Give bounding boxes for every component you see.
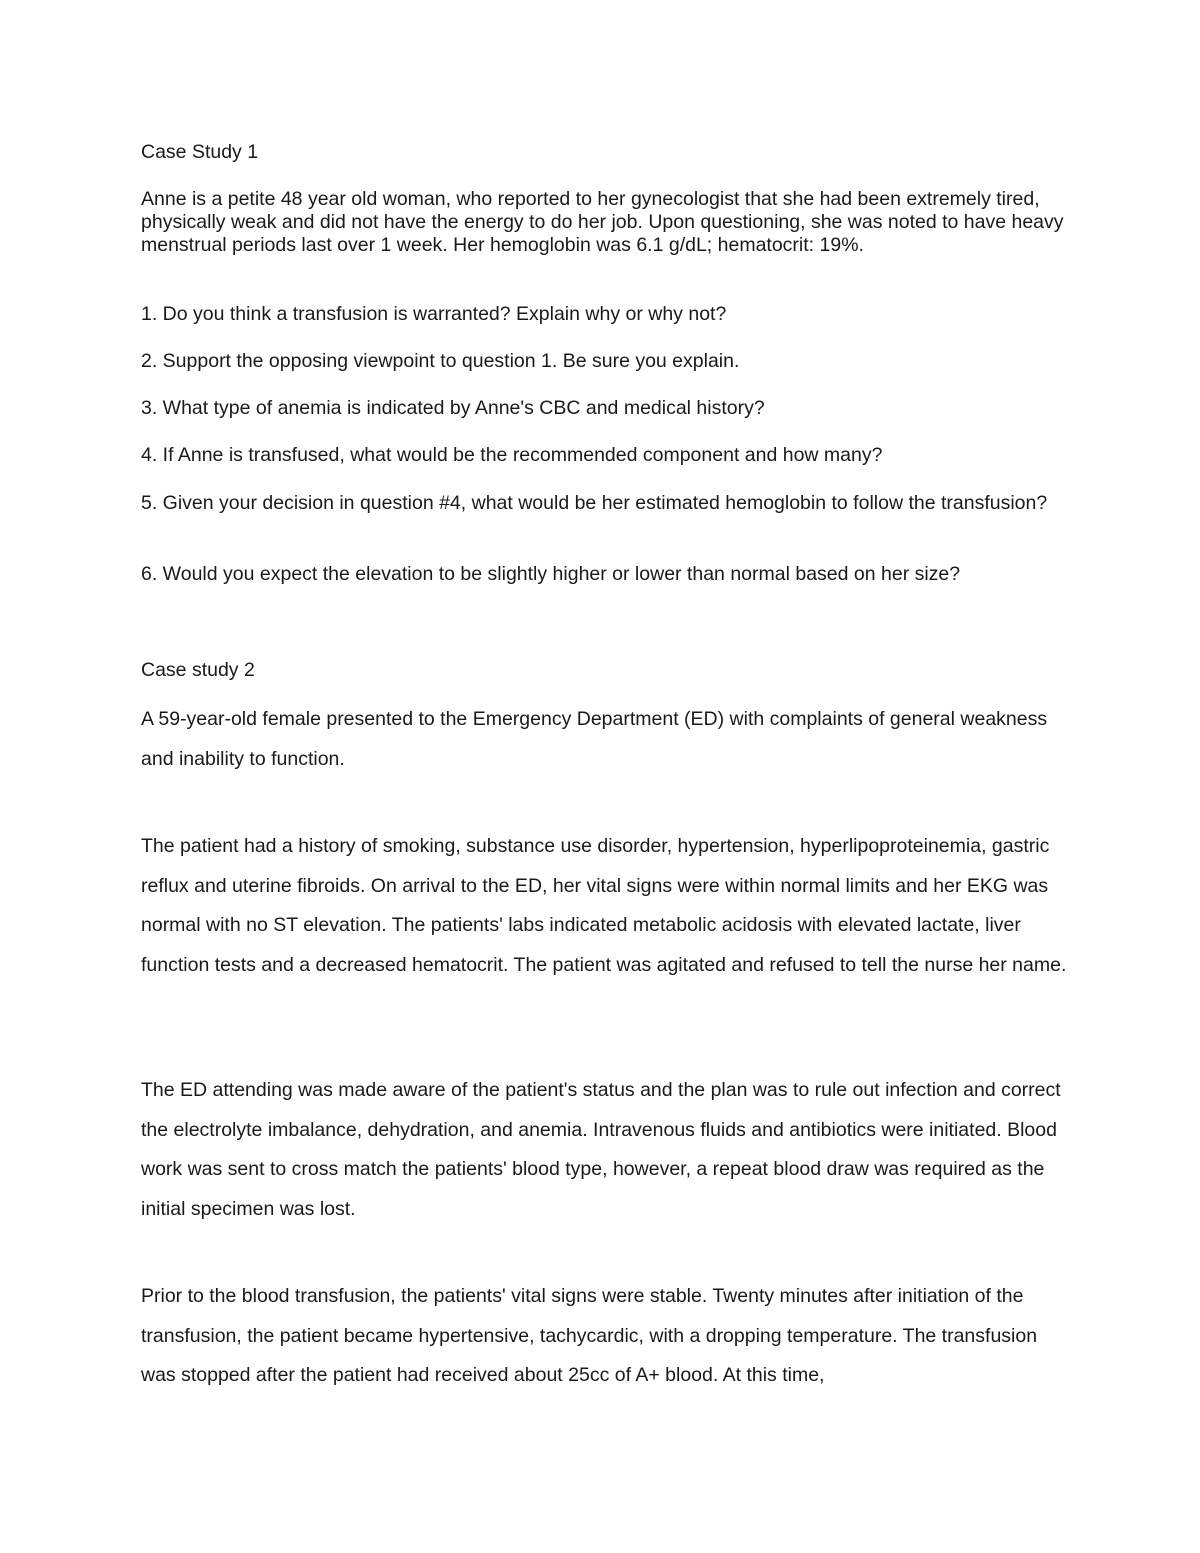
question-6: 6. Would you expect the elevation to be slightly higher or lower than normal based on her size?: [141, 563, 961, 585]
case-study-1-heading: Case Study 1: [141, 141, 259, 163]
question-5: 5. Given your decision in question #4, what would be her estimated hemoglobin to follow the transfusion?: [141, 492, 1048, 514]
question-3: 3. What type of anemia is indicated by Anne's CBC and medical history?: [141, 397, 765, 419]
case-study-2-paragraph-4: Prior to the blood transfusion, the patients' vital signs were stable. Twenty minutes after initiation of the transfusion, the patient became hypertensive, tachycardic, with a dropping temperature. The transfusion was stopped after the patient had received about 25cc of A+ blood. At this time,: [141, 1285, 1038, 1386]
case-study-2-paragraph-1: A 59-year-old female presented to the Emergency Department (ED) with complaints of general weakness and inability to function.: [141, 708, 1048, 770]
case-study-1-intro: Anne is a petite 48 year old woman, who reported to her gynecologist that she had been extremely tired, physically weak and did not have the energy to do her job. Upon questioning, she was noted to have heavy menstrual periods last over 1 week. Her hemoglobin was 6.1 g/dL; hematocrit: 19%.: [141, 188, 1064, 256]
case-study-2-heading: Case study 2: [141, 659, 255, 681]
question-4: 4. If Anne is transfused, what would be the recommended component and how many?: [141, 444, 883, 466]
case-study-2-paragraph-2: The patient had a history of smoking, substance use disorder, hypertension, hyperlipoproteinemia, gastric reflux and uterine fibroids. On arrival to the ED, her vital signs were within normal limits and her EKG was normal with no ST elevation. The patients' labs indicated metabolic acidosis with elevated lactate, liver function tests and a decreased hematocrit. The patient was agitated and refused to tell the nurse her name.: [141, 835, 1067, 976]
question-2: 2. Support the opposing viewpoint to question 1. Be sure you explain.: [141, 350, 740, 372]
question-1: 1. Do you think a transfusion is warranted? Explain why or why not?: [141, 303, 727, 325]
case-study-2-paragraph-3: The ED attending was made aware of the patient's status and the plan was to rule out infection and correct the electrolyte imbalance, dehydration, and anemia. Intravenous fluids and antibiotics were initiated. Blood work was sent to cross match the patients' blood type, however, a repeat blood draw was required as the initial specimen was lost.: [141, 1079, 1061, 1220]
